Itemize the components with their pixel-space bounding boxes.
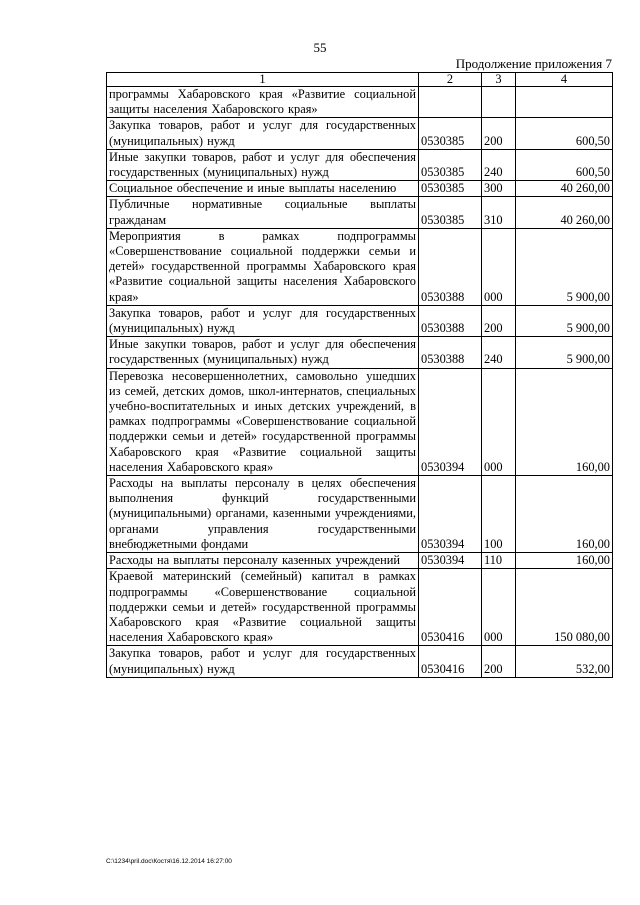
table-row — [107, 181, 613, 197]
item-name-cell: Иные закупки товаров, работ и услуг для обеспечения государственных (муниципальных) нужд — [107, 149, 419, 180]
amount-cell: 5 900,00 — [516, 337, 613, 368]
table-row — [107, 553, 613, 569]
table-row — [107, 368, 613, 475]
table-header-row — [107, 73, 613, 87]
item-name-cell: программы Хабаровского края «Развитие социальной защиты населения Хабаровского края» — [107, 87, 419, 118]
table-body — [107, 73, 613, 678]
amount-cell: 600,50 — [516, 149, 613, 180]
target-article-code-cell: 0530394 — [419, 553, 482, 569]
expense-type-code-cell: 200 — [482, 646, 516, 677]
expense-type-code-cell: 200 — [482, 118, 516, 149]
expense-type-code-cell: 000 — [482, 569, 516, 646]
column-header-1: 1 — [107, 73, 419, 87]
amount-cell: 600,50 — [516, 118, 613, 149]
target-article-code-cell: 0530416 — [419, 569, 482, 646]
expense-type-code-cell: 310 — [482, 197, 516, 228]
target-article-code-cell: 0530416 — [419, 646, 482, 677]
target-article-code-cell: 0530385 — [419, 118, 482, 149]
table-row — [107, 337, 613, 368]
budget-table — [106, 72, 613, 678]
table-row — [107, 87, 613, 118]
item-name-cell: Мероприятия в рамках подпрограммы «Совершенствование социальной поддержки семьи и детей» государственной программы Хабаровского края «Развитие социальной защиты населения Хабаровского края» — [107, 228, 419, 305]
item-name-cell: Краевой материнский (семейный) капитал в рамках подпрограммы «Совершенствование социальной поддержки семьи и детей» государственной программы Хабаровского края «Развитие социальной защиты населения Хабаровского края» — [107, 569, 419, 646]
target-article-code-cell: 0530385 — [419, 181, 482, 197]
expense-type-code-cell: 000 — [482, 228, 516, 305]
amount-cell: 40 260,00 — [516, 181, 613, 197]
amount-cell — [516, 87, 613, 118]
table-row — [107, 197, 613, 228]
item-name-cell: Расходы на выплаты персоналу в целях обеспечения выполнения функций государственными (муниципальными) органами, казенными учреждениями, органами управления государственными внебюджетными фондами — [107, 476, 419, 553]
table-row — [107, 149, 613, 180]
item-name-cell: Перевозка несовершеннолетних, самовольно ушедших из семей, детских домов, школ-интернатов, специальных учебно-воспитательных и иных детских учреждений, в рамках подпрограммы «Совершенствование социальной поддержки семьи и детей» государственной программы Хабаровского края «Развитие социальной защиты населения Хабаровского края» — [107, 368, 419, 475]
item-name-cell: Закупка товаров, работ и услуг для государственных (муниципальных) нужд — [107, 305, 419, 336]
expense-type-code-cell: 200 — [482, 305, 516, 336]
item-name-cell: Публичные нормативные социальные выплаты гражданам — [107, 197, 419, 228]
target-article-code-cell: 0530394 — [419, 476, 482, 553]
item-name-cell: Закупка товаров, работ и услуг для государственных (муниципальных) нужд — [107, 646, 419, 677]
expense-type-code-cell — [482, 87, 516, 118]
amount-cell: 150 080,00 — [516, 569, 613, 646]
table-row — [107, 118, 613, 149]
amount-cell: 532,00 — [516, 646, 613, 677]
amount-cell: 160,00 — [516, 368, 613, 475]
target-article-code-cell — [419, 87, 482, 118]
target-article-code-cell: 0530388 — [419, 228, 482, 305]
target-article-code-cell: 0530388 — [419, 305, 482, 336]
expense-type-code-cell: 240 — [482, 337, 516, 368]
table-row — [107, 646, 613, 677]
table-row — [107, 476, 613, 553]
target-article-code-cell: 0530385 — [419, 149, 482, 180]
amount-cell: 160,00 — [516, 553, 613, 569]
item-name-cell: Иные закупки товаров, работ и услуг для обеспечения государственных (муниципальных) нужд — [107, 337, 419, 368]
column-header-2: 2 — [419, 73, 482, 87]
target-article-code-cell: 0530385 — [419, 197, 482, 228]
page-number: 55 — [313, 40, 327, 55]
item-name-cell: Социальное обеспечение и иные выплаты населению — [107, 181, 419, 197]
item-name-cell: Расходы на выплаты персоналу казенных учреждений — [107, 553, 419, 569]
expense-type-code-cell: 000 — [482, 368, 516, 475]
column-header-4: 4 — [516, 73, 613, 87]
amount-cell: 160,00 — [516, 476, 613, 553]
expense-type-code-cell: 100 — [482, 476, 516, 553]
target-article-code-cell: 0530388 — [419, 337, 482, 368]
amount-cell: 5 900,00 — [516, 228, 613, 305]
continuation-label: Продолжение приложения 7 — [455, 56, 612, 71]
amount-cell: 40 260,00 — [516, 197, 613, 228]
expense-type-code-cell: 110 — [482, 553, 516, 569]
table-row — [107, 228, 613, 305]
table-row — [107, 305, 613, 336]
table-row — [107, 569, 613, 646]
file-path-footer: C:\1234\pril.doc\Костя\16.12.2014 16:27:00 — [106, 858, 232, 865]
expense-type-code-cell: 240 — [482, 149, 516, 180]
item-name-cell: Закупка товаров, работ и услуг для государственных (муниципальных) нужд — [107, 118, 419, 149]
target-article-code-cell: 0530394 — [419, 368, 482, 475]
amount-cell: 5 900,00 — [516, 305, 613, 336]
column-header-3: 3 — [482, 73, 516, 87]
expense-type-code-cell: 300 — [482, 181, 516, 197]
